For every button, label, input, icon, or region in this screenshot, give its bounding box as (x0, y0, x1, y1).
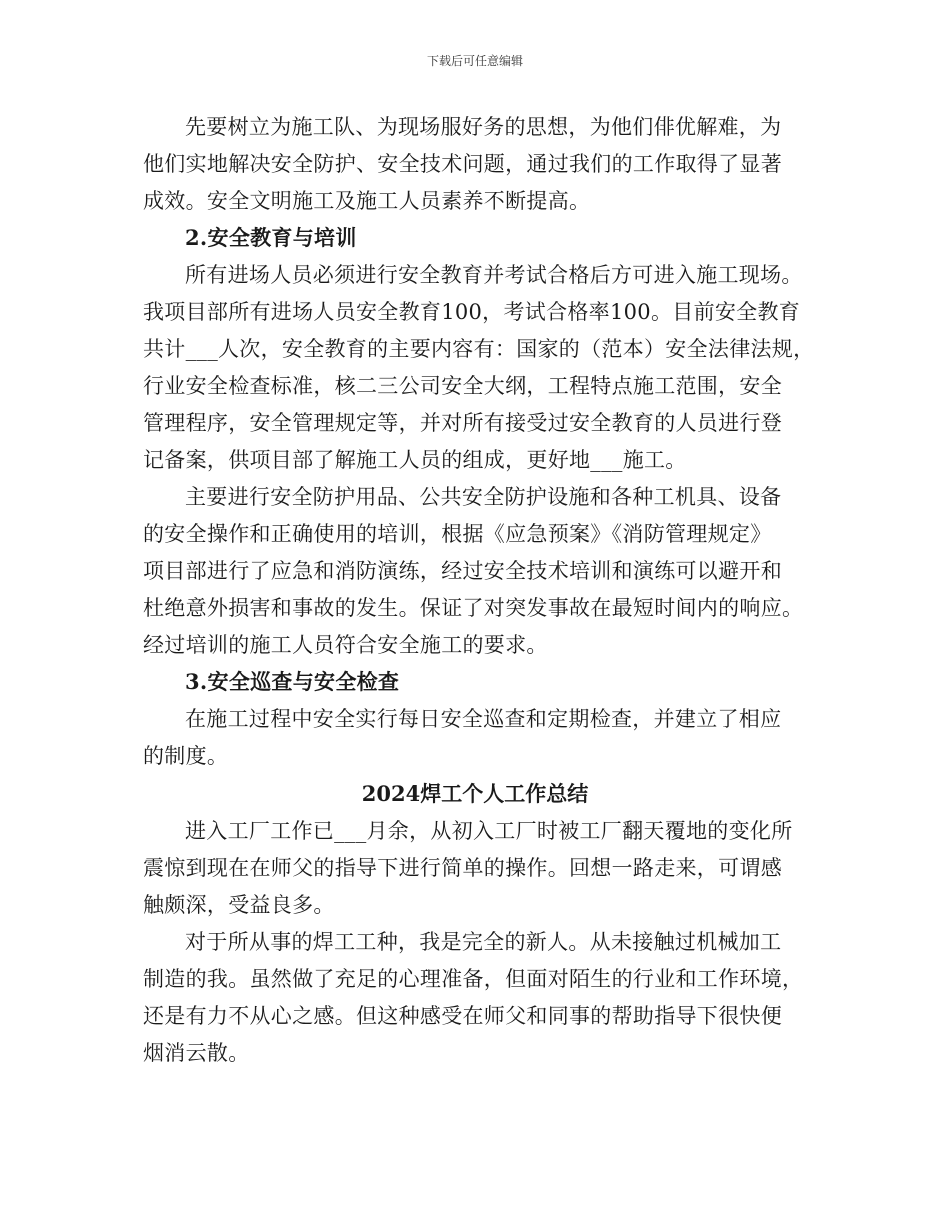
paragraph-line: 震惊到现在在师父的指导下进行简单的操作。回想一路走来，可谓感 (143, 856, 782, 880)
paragraph-line: 我项目部所有进场人员安全教育100，考试合格率100。目前安全教育 (143, 300, 801, 324)
paragraph-line: 主要进行安全防护用品、公共安全防护设施和各种工机具、设备 (185, 485, 782, 509)
paragraph-line: 的安全操作和正确使用的培训，根据《应急预案》《消防管理规定》 (143, 522, 772, 546)
paragraph-line: 的制度。 (143, 744, 229, 768)
paragraph-line: 他们实地解决安全防护、安全技术问题，通过我们的工作取得了显著 (143, 152, 782, 176)
paragraph-line: 行业安全检查标准，核二三公司安全大纲，工程特点施工范围，安全 (143, 374, 782, 398)
paragraph-line: 还是有力不从心之感。但这种感受在师父和同事的帮助指导下很快便 (143, 1004, 782, 1028)
section-heading: 3.安全巡查与安全检查 (185, 669, 400, 694)
paragraph-line: 项目部进行了应急和消防演练，经过安全技术培训和演练可以避开和 (143, 559, 782, 583)
section-heading: 2.安全教育与培训 (185, 225, 357, 250)
paragraph-line: 共计___人次，安全教育的主要内容有：国家的（范本）安全法律法规， (143, 337, 815, 361)
page-header-note: 下载后可任意编辑 (426, 54, 523, 68)
article-title: 2024焊工个人工作总结 (361, 781, 589, 806)
paragraph-line: 先要树立为施工队、为现场服好务的思想，为他们俳优解难，为 (185, 115, 782, 139)
paragraph-line: 对于所从事的焊工工种，我是完全的新人。从未接触过机械加工 (185, 930, 782, 954)
paragraph-line: 进入工厂工作已___月余，从初入工厂时被工厂翻天覆地的变化所 (185, 819, 793, 843)
paragraph-line: 触颇深，受益良多。 (143, 893, 335, 917)
paragraph-line: 烟消云散。 (143, 1041, 250, 1065)
paragraph-line: 经过培训的施工人员符合安全施工的要求。 (143, 633, 548, 657)
paragraph-line: 记备案，供项目部了解施工人员的组成，更好地___施工。 (143, 448, 687, 472)
paragraph-line: 制造的我。虽然做了充足的心理准备，但面对陌生的行业和工作环境， (143, 967, 804, 991)
paragraph-line: 成效。安全文明施工及施工人员素养不断提高。 (143, 189, 591, 213)
paragraph-line: 在施工过程中安全实行每日安全巡查和定期检查，并建立了相应 (185, 707, 782, 731)
paragraph-line: 管理程序，安全管理规定等，并对所有接受过安全教育的人员进行登 (143, 411, 782, 435)
paragraph-line: 所有进场人员必须进行安全教育并考试合格后方可进入施工现场。 (185, 263, 803, 287)
paragraph-line: 杜绝意外损害和事故的发生。保证了对突发事故在最短时间内的响应。 (143, 596, 804, 620)
